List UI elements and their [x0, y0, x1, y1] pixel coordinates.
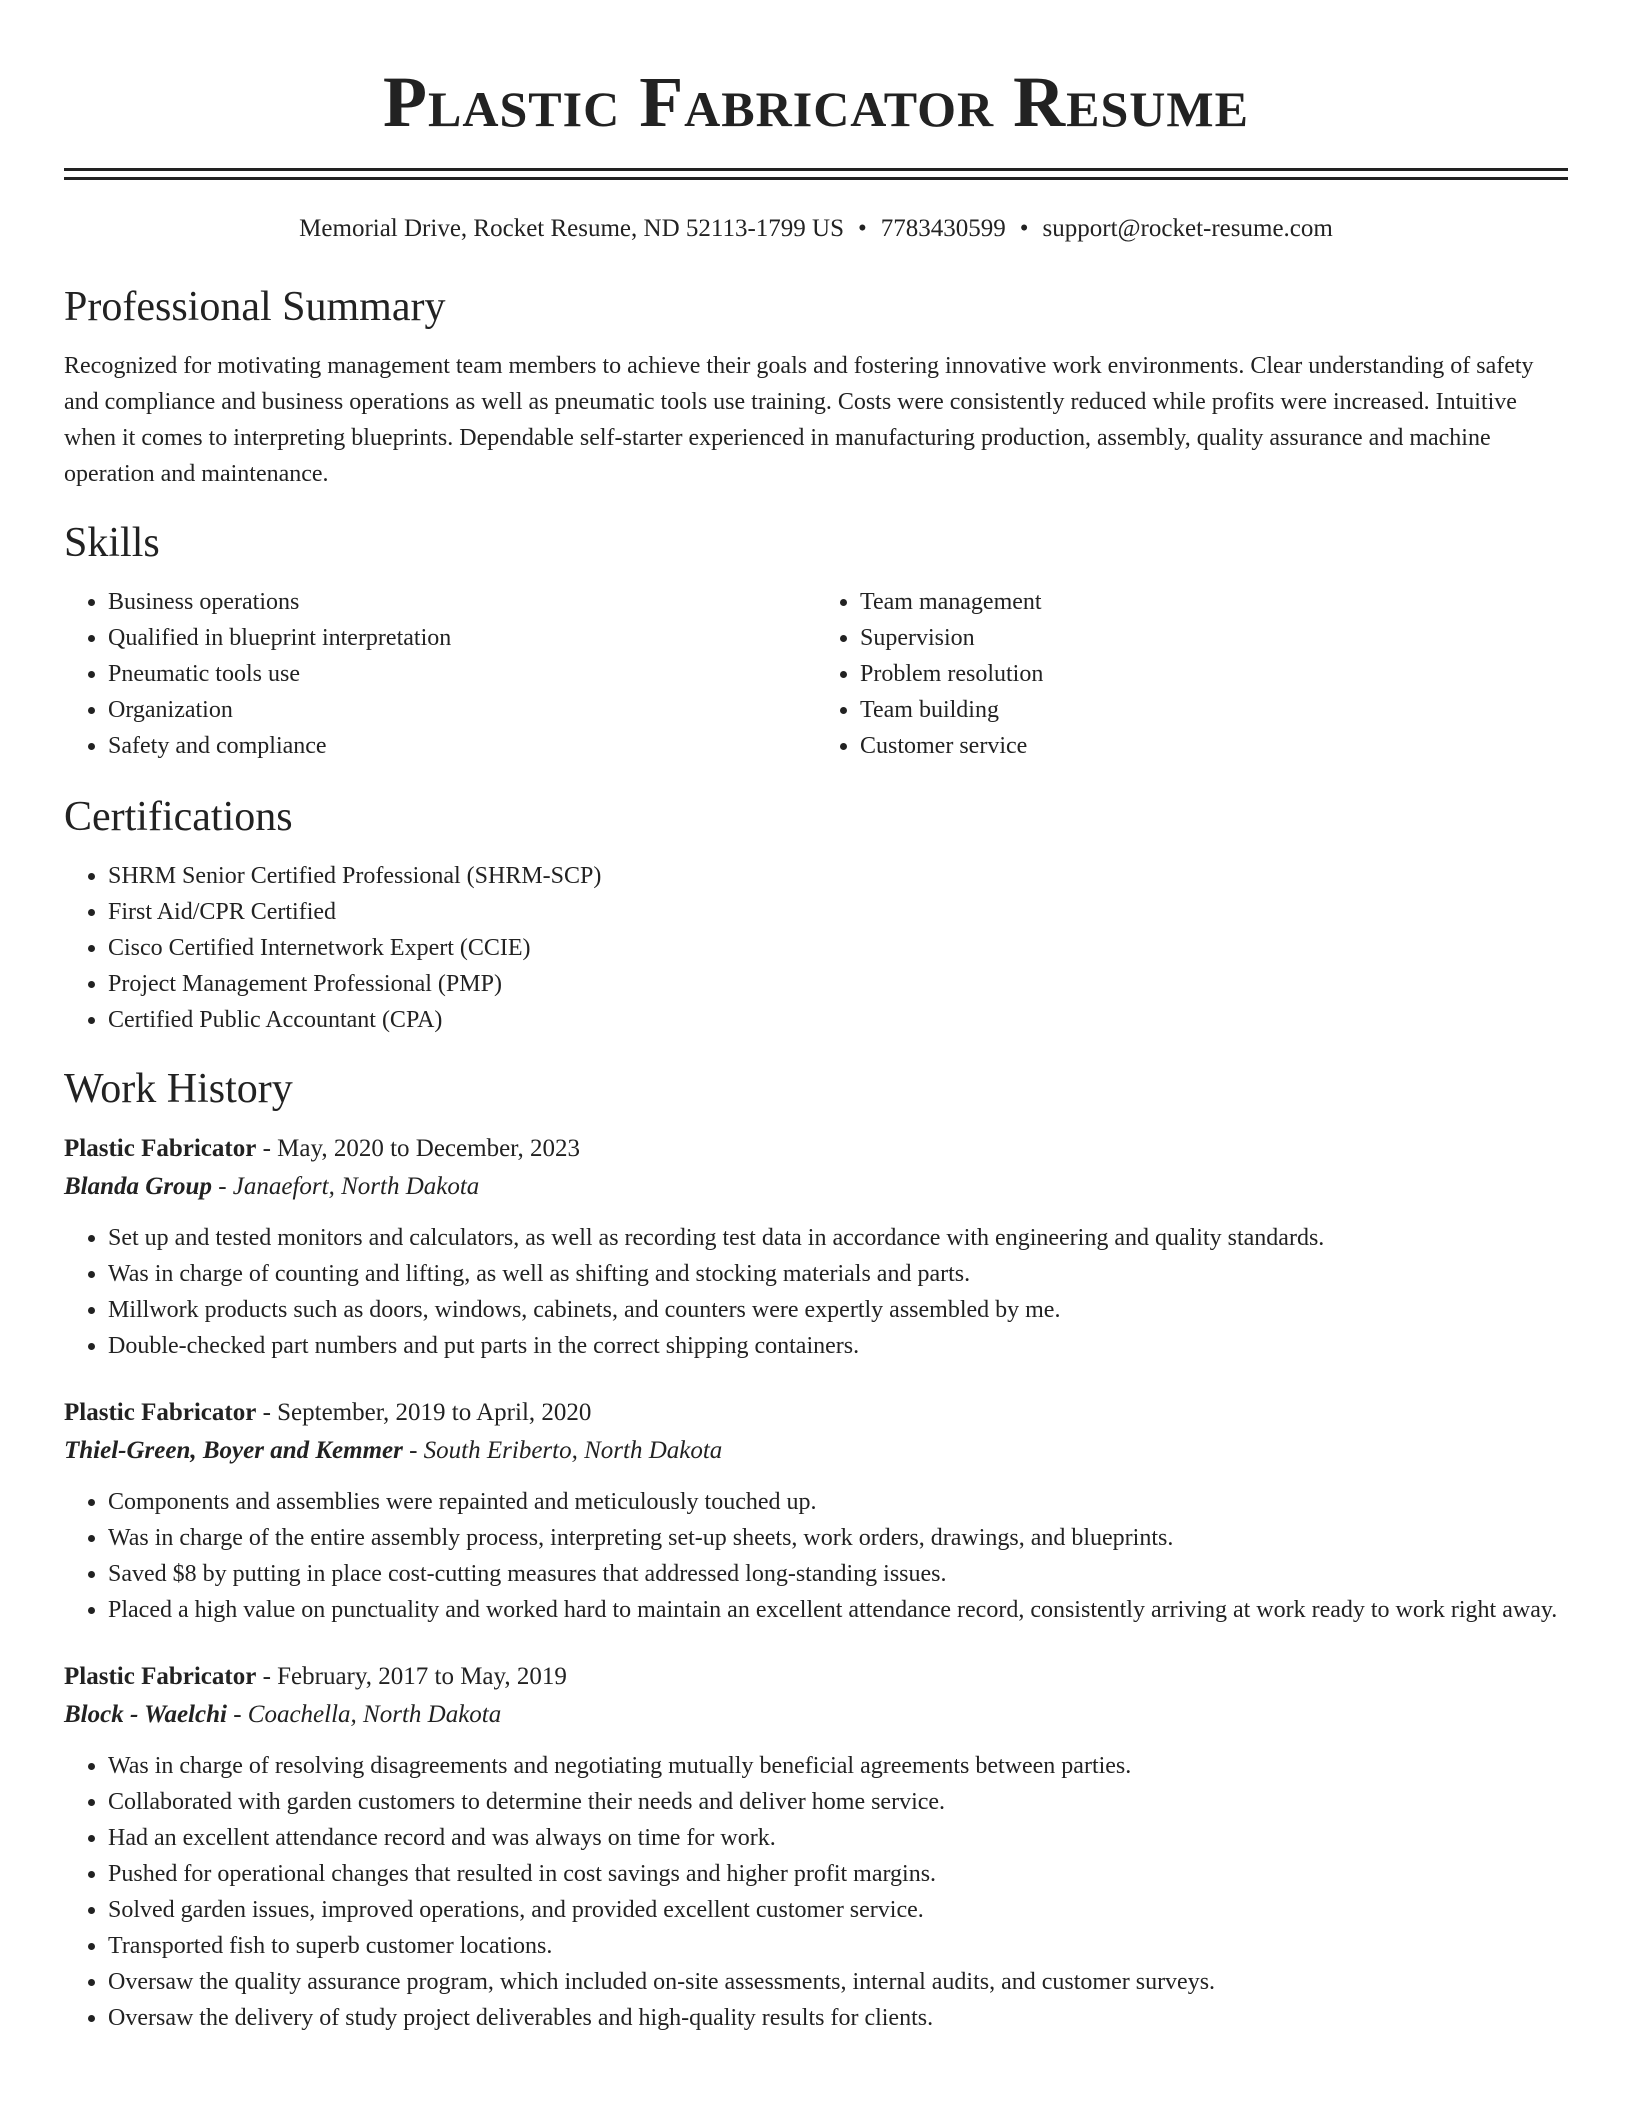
job-dates: - September, 2019 to April, 2020	[256, 1399, 592, 1426]
job-title-line	[64, 1658, 1568, 1696]
skills-columns	[64, 584, 1568, 764]
skills-right-list	[816, 584, 1568, 764]
skill-item: • Team management	[860, 584, 1568, 620]
skills-left-list	[64, 584, 816, 764]
job-duty: • Millwork products such as doors, windows, cabinets, and counters were expertly assembled by me.	[108, 1292, 1568, 1328]
job-duty: • Oversaw the delivery of study project deliverables and high-quality results for clients.	[108, 2000, 1568, 2036]
contact-email: support@rocket-resume.com	[1042, 215, 1333, 242]
skill-item: • Team building	[860, 692, 1568, 728]
job-duty: • Solved garden issues, improved operations, and provided excellent customer service.	[108, 1892, 1568, 1928]
job-role: Plastic Fabricator	[64, 1135, 257, 1162]
job-duties-list	[64, 1748, 1568, 2036]
job-duty: • Pushed for operational changes that resulted in cost savings and higher profit margins.	[108, 1856, 1568, 1892]
contact-phone: 7783430599	[880, 215, 1006, 242]
skills-heading: Skills	[64, 520, 160, 566]
job-duties-list	[64, 1484, 1568, 1628]
job-duty: • Double-checked part numbers and put parts in the correct shipping containers.	[108, 1328, 1568, 1364]
job-duty: • Components and assemblies were repainted and meticulously touched up.	[108, 1484, 1568, 1520]
job-duties-list	[64, 1220, 1568, 1364]
skill-item: • Organization	[108, 692, 816, 728]
job-company-line	[64, 1432, 1568, 1470]
skill-item: • Problem resolution	[860, 656, 1568, 692]
job-title-line	[64, 1130, 1568, 1168]
skill-item: • Pneumatic tools use	[108, 656, 816, 692]
job-dates: - May, 2020 to December, 2023	[256, 1135, 580, 1162]
job-duty: • Had an excellent attendance record and was always on time for work.	[108, 1820, 1568, 1856]
contact-line	[64, 212, 1568, 246]
job-duty: • Oversaw the quality assurance program, which included on-site assessments, internal audits, and customer surveys.	[108, 1964, 1568, 2000]
resume-title: Plastic Fabricator Resume	[383, 62, 1249, 142]
job-entry	[64, 1130, 1568, 1364]
job-company: Blanda Group	[64, 1173, 212, 1200]
contact-separator: •	[858, 215, 867, 242]
job-role: Plastic Fabricator	[64, 1663, 257, 1690]
skill-item: • Business operations	[108, 584, 816, 620]
certification-item: • Certified Public Accountant (CPA)	[108, 1002, 1568, 1038]
job-duty: • Was in charge of counting and lifting, as well as shifting and stocking materials and parts.	[108, 1256, 1568, 1292]
skill-item: • Customer service	[860, 728, 1568, 764]
job-company-line	[64, 1696, 1568, 1734]
job-duty: • Collaborated with garden customers to determine their needs and deliver home service.	[108, 1784, 1568, 1820]
job-company-line	[64, 1168, 1568, 1206]
job-duty: • Set up and tested monitors and calculators, as well as recording test data in accordance with engineering and quality standards.	[108, 1220, 1568, 1256]
job-duty: • Was in charge of resolving disagreements and negotiating mutually beneficial agreements between parties.	[108, 1748, 1568, 1784]
job-title-line	[64, 1394, 1568, 1432]
work-history-heading: Work History	[64, 1066, 293, 1112]
certifications-list	[64, 858, 1568, 1038]
job-duty: • Saved $8 by putting in place cost-cutting measures that addressed long-standing issues.	[108, 1556, 1568, 1592]
skill-item: • Qualified in blueprint interpretation	[108, 620, 816, 656]
title-double-rule	[64, 168, 1568, 180]
summary-heading: Professional Summary	[64, 284, 446, 330]
summary-text: Recognized for motivating management team members to achieve their goals and fostering innovative work environments. Clear understanding of safety and compliance and business operations as well as pneumatic tools use training. Costs were consistently reduced while profits were increased. Intuitive when it comes to interpreting blueprints. Dependable self-starter experienced in manufacturing production, assembly, quality assurance and machine operation and maintenance.	[64, 353, 1534, 487]
certification-item: • Project Management Professional (PMP)	[108, 966, 1568, 1002]
skill-item: • Safety and compliance	[108, 728, 816, 764]
certification-item: • Cisco Certified Internetwork Expert (CCIE)	[108, 930, 1568, 966]
certification-item: • SHRM Senior Certified Professional (SHRM-SCP)	[108, 858, 1568, 894]
job-company: Thiel-Green, Boyer and Kemmer	[64, 1437, 403, 1464]
job-duty: • Placed a high value on punctuality and worked hard to maintain an excellent attendance record, consistently arriving at work ready to work right away.	[108, 1592, 1568, 1628]
job-company: Block - Waelchi	[64, 1701, 227, 1728]
job-duty: • Transported fish to superb customer locations.	[108, 1928, 1568, 1964]
job-location: - Coachella, North Dakota	[226, 1701, 502, 1728]
job-dates: - February, 2017 to May, 2019	[256, 1663, 567, 1690]
contact-separator: •	[1019, 215, 1029, 242]
job-location: - South Eriberto, North Dakota	[402, 1437, 723, 1464]
contact-address: Memorial Drive, Rocket Resume, ND 52113-1799 US	[299, 215, 844, 242]
certification-item: • First Aid/CPR Certified	[108, 894, 1568, 930]
certifications-heading: Certifications	[64, 794, 293, 840]
job-duty: • Was in charge of the entire assembly process, interpreting set-up sheets, work orders, drawings, and blueprints.	[108, 1520, 1568, 1556]
job-entry	[64, 1658, 1568, 2036]
job-entry	[64, 1394, 1568, 1628]
job-location: - Janaefort, North Dakota	[211, 1173, 480, 1200]
skill-item: • Supervision	[860, 620, 1568, 656]
job-role: Plastic Fabricator	[64, 1399, 257, 1426]
